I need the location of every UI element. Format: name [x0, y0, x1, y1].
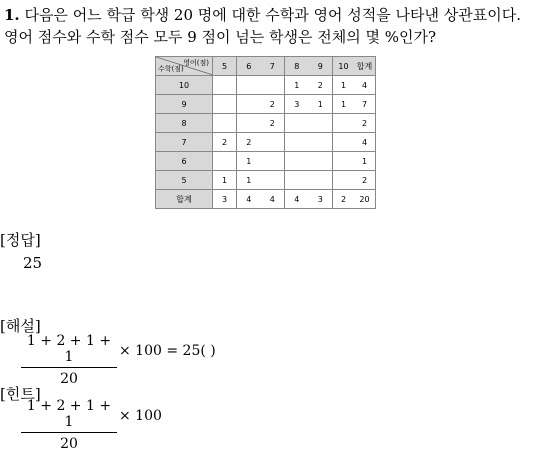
- row-header: 합계: [156, 190, 213, 209]
- explanation-label: [해설]: [0, 317, 41, 335]
- row-header: 6: [156, 152, 213, 171]
- table-cell: [213, 95, 237, 114]
- table-cell: [237, 76, 285, 95]
- row-header: 9: [156, 95, 213, 114]
- table-cell: [213, 114, 237, 133]
- question-number: 1.: [4, 6, 20, 24]
- table-cell: [237, 133, 285, 152]
- table-cell: [285, 171, 333, 190]
- cell-value: 4: [361, 80, 368, 90]
- question-line-1: [4, 4, 521, 25]
- table-cell: [333, 114, 376, 133]
- table-cell: [213, 152, 237, 171]
- answer-label: [정답]: [0, 231, 41, 249]
- col-header: 8 9: [285, 57, 333, 76]
- cell-value: 20: [359, 194, 370, 204]
- table-row: [156, 76, 376, 95]
- explanation-fraction: [21, 333, 117, 387]
- cell-value: 3: [221, 194, 228, 204]
- table-row: [156, 152, 376, 171]
- table-cell: [237, 171, 285, 190]
- hint-denominator: 20: [60, 436, 78, 452]
- table-cell: [213, 133, 237, 152]
- cell-value: 1: [294, 80, 300, 90]
- table-cell: [285, 152, 333, 171]
- table-cell: [213, 190, 237, 209]
- question-line-2: [4, 26, 436, 47]
- table-row: [156, 95, 376, 114]
- cell-value: 4: [246, 194, 252, 204]
- table-cell: [213, 76, 237, 95]
- explanation-denominator: 20: [60, 371, 78, 387]
- cell-value: 4: [361, 137, 368, 147]
- cell-value: 2: [361, 118, 368, 128]
- table-row: [156, 190, 376, 209]
- question-text-1: 다음은 어느 학급 학생 20 명에 대한 수학과 영어 성적을 나타낸 상관표이다.: [24, 6, 521, 24]
- table-cell: [333, 133, 376, 152]
- table-cell: [333, 76, 376, 95]
- table-cell: [285, 114, 333, 133]
- table-cell: [237, 190, 285, 209]
- cell-value: 2: [361, 175, 368, 185]
- table-corner: [156, 57, 213, 76]
- table-cell: [285, 133, 333, 152]
- table-cell: [237, 152, 285, 171]
- cell-value: 1: [246, 156, 252, 166]
- row-header: 5: [156, 171, 213, 190]
- table-cell: [333, 190, 376, 209]
- cell-value: 1: [361, 156, 368, 166]
- col-header: 5: [213, 57, 237, 76]
- table-cell: [333, 171, 376, 190]
- cell-value: 7: [361, 99, 368, 109]
- table-row: [156, 133, 376, 152]
- table-cell: [333, 152, 376, 171]
- explanation-tail: × 100 = 25( ): [119, 343, 216, 359]
- col-header: 6 7: [237, 57, 285, 76]
- cell-value: 1: [340, 80, 347, 90]
- table-cell: [285, 190, 333, 209]
- cell-value: 3: [294, 99, 300, 109]
- hint-label: [힌트]: [0, 385, 41, 403]
- cell-value: 4: [269, 194, 275, 204]
- hint-tail: × 100: [119, 408, 162, 424]
- correlation-table: [155, 56, 376, 209]
- table-row: [156, 114, 376, 133]
- table-cell: [285, 95, 333, 114]
- cell-value: 1: [246, 175, 252, 185]
- cell-value: 2: [269, 118, 275, 128]
- answer-value: 25: [23, 254, 43, 272]
- row-header: 10: [156, 76, 213, 95]
- table-cell: [213, 171, 237, 190]
- table-cell: [285, 76, 333, 95]
- cell-value: 2: [221, 137, 228, 147]
- cell-value: 3: [317, 194, 323, 204]
- table-cell: [237, 114, 285, 133]
- row-header: 7: [156, 133, 213, 152]
- row-header: 8: [156, 114, 213, 133]
- hint-fraction: [21, 398, 117, 452]
- cell-value: 1: [317, 99, 323, 109]
- col-header: 10 합계: [333, 57, 376, 76]
- table-row: [156, 171, 376, 190]
- cell-value: 2: [340, 194, 347, 204]
- hint-numerator: 1 + 2 + 1 + 1: [26, 398, 112, 430]
- corner-top-label: 영어(점): [183, 59, 209, 67]
- cell-value: 1: [340, 99, 347, 109]
- cell-value: 2: [317, 80, 323, 90]
- explanation-numerator: 1 + 2 + 1 + 1: [26, 333, 112, 365]
- question-text-2: 영어 점수와 수학 점수 모두 9 점이 넘는 학생은 전체의 몇 %인가?: [4, 28, 437, 46]
- cell-value: 2: [246, 137, 252, 147]
- cell-value: 1: [221, 175, 228, 185]
- table-cell: [237, 95, 285, 114]
- table-cell: [333, 95, 376, 114]
- corner-bottom-label: 수학(점): [158, 65, 184, 73]
- cell-value: 4: [294, 194, 300, 204]
- cell-value: 2: [269, 99, 275, 109]
